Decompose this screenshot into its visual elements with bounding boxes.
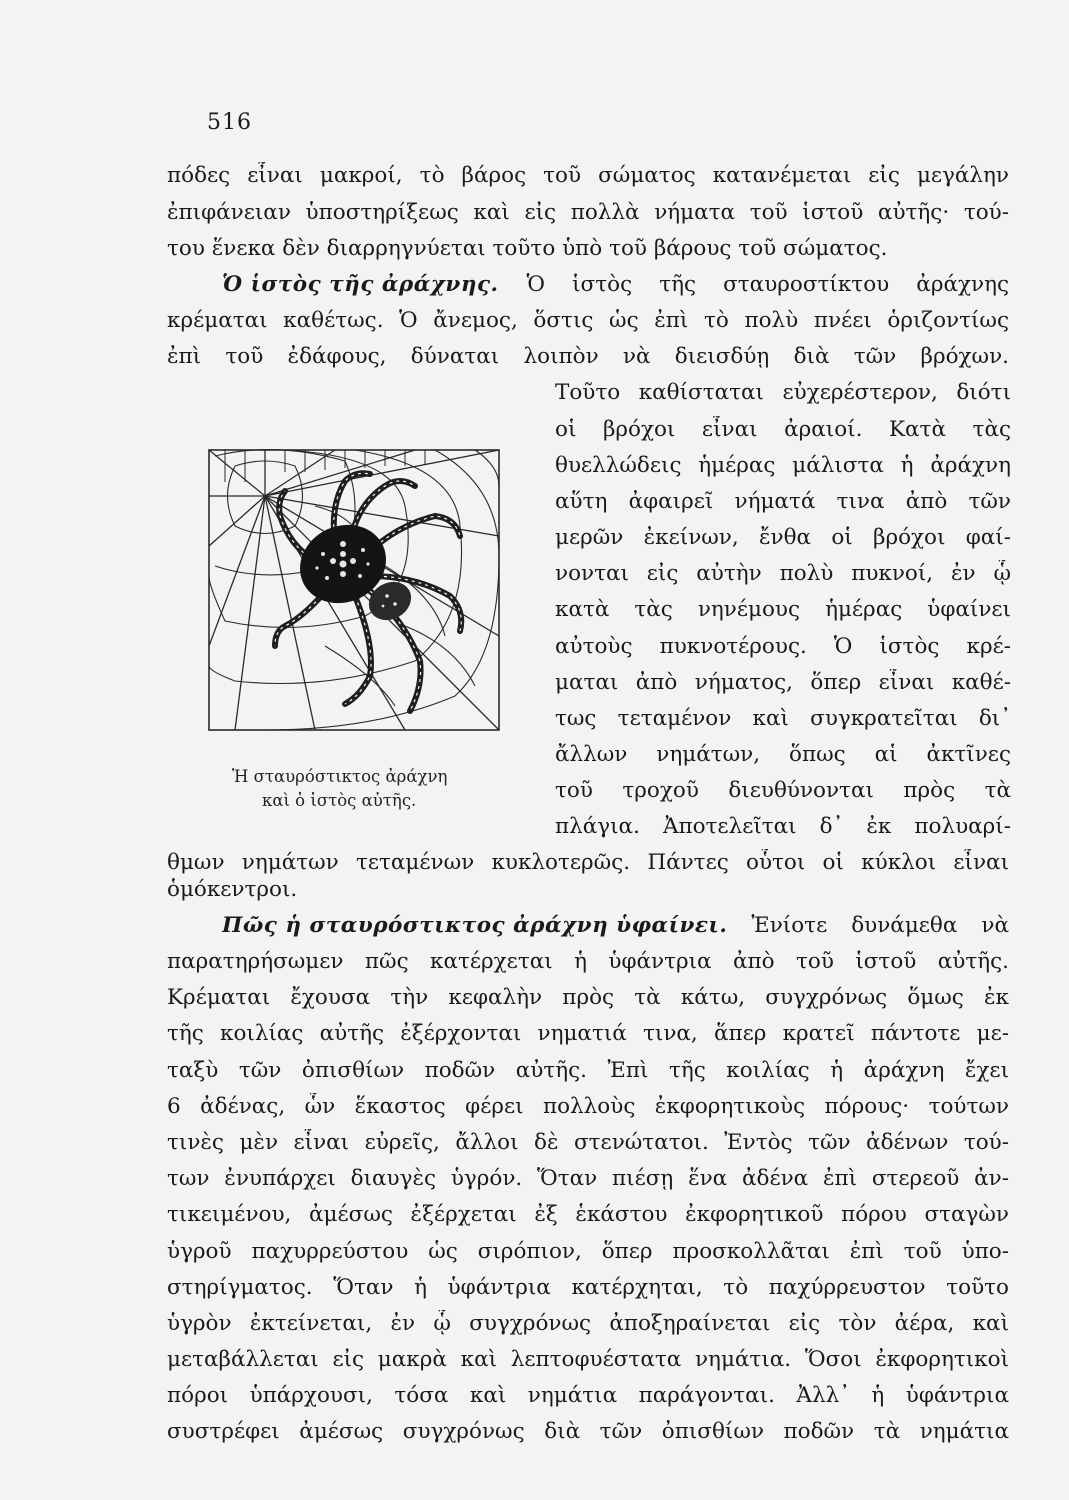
figure-caption-line: Ἡ σταυρόστικτος ἀράχνη xyxy=(232,767,448,786)
text-line: 6 ἀδένας, ὧν ἕκαστος φέρει πολλοὺς ἐκφορητικοὺς πόρους· τούτων xyxy=(167,1094,1009,1119)
text-line: ἐπὶ τοῦ ἐδάφους, δύναται λοιπὸν νὰ διεισδύῃ διὰ τῶν βρόχων. xyxy=(167,344,1009,369)
text-line: πόροι ὑπάρχουσι, τόσα καὶ νημάτια παράγονται. Ἀλλ᾽ ἡ ὑφάντρια xyxy=(167,1383,1009,1408)
text-line: θμων νημάτων τεταμένων κυκλοτερῶς. Πάντες οὗτοι οἱ κύκλοι εἶναι xyxy=(167,850,1009,875)
section-heading: Πῶς ἡ σταυρόστικτος ἀράχνη ὑφαίνει. xyxy=(222,913,728,938)
text-line: μεταβάλλεται εἰς μακρὰ καὶ λεπτοφυέστατα νημάτια. Ὅσοι ἐκφορητικοὶ xyxy=(167,1347,1009,1372)
text-line: αὐτοὺς πυκνοτέρους. Ὁ ἱστὸς κρέ- xyxy=(555,634,1011,659)
text-line: τως τεταμένον καὶ συγκρατεῖται δι᾽ xyxy=(555,706,1011,731)
text-line: ἄλλων νημάτων, ὅπως αἱ ἀκτῖνες xyxy=(555,742,1011,767)
figure-caption-line: καὶ ὁ ἱστὸς αὐτῆς. xyxy=(262,791,417,810)
text-line: οἱ βρόχοι εἶναι ἀραιοί. Κατὰ τὰς xyxy=(555,417,1011,442)
text-line: παρατηρήσωμεν πῶς κατέρχεται ἡ ὑφάντρια ἀπὸ τοῦ ἱστοῦ αὐτῆς. xyxy=(167,949,1009,974)
text-line: στηρίγματος. Ὅταν ἡ ὑφάντρια κατέρχηται, τὸ παχύρρευστον τοῦτο xyxy=(167,1275,1009,1300)
text-line: των ἐνυπάρχει διαυγὲς ὑγρόν. Ὅταν πιέσῃ ἕνα ἀδένα ἐπὶ στερεοῦ ἀν- xyxy=(167,1166,1009,1191)
section-heading-line xyxy=(222,912,1009,940)
text-line: πλάγια. Ἀποτελεῖται δ᾽ ἐκ πολυαρί- xyxy=(555,814,1011,839)
text-line: ἐπιφάνειαν ὑποστηρίξεως καὶ εἰς πολλὰ νήματα τοῦ ἱστοῦ αὐτῆς· τού- xyxy=(167,200,1009,225)
text-fragment: Ὁ ἱστὸς τῆς σταυροστίκτου ἀράχνης xyxy=(526,272,1009,297)
text-line: Κρέμαται ἔχουσα τὴν κεφαλὴν πρὸς τὰ κάτω, συγχρόνως ὅμως ἐκ xyxy=(167,985,1009,1010)
text-line: του ἕνεκα δὲν διαρρηγνύεται τοῦτο ὑπὸ τοῦ βάρους τοῦ σώματος. xyxy=(167,236,888,261)
text-line: Τοῦτο καθίσταται εὐχερέστερον, διότι xyxy=(555,380,1011,405)
text-line: τῆς κοιλίας αὐτῆς ἐξέρχονται νηματιά τινα, ἅπερ κρατεῖ πάντοτε με- xyxy=(167,1021,1009,1046)
section-heading: Ὁ ἱστὸς τῆς ἀράχνης. xyxy=(222,272,499,297)
text-line: μαται ἀπὸ νήματος, ὅπερ εἶναι καθέ- xyxy=(555,670,1011,695)
page-number: 516 xyxy=(207,110,252,135)
text-line: τινὲς μὲν εἶναι εὐρεῖς, ἄλλοι δὲ στενώτατοι. Ἐντὸς τῶν ἀδένων τού- xyxy=(167,1130,1009,1155)
text-line: κατὰ τὰς νηνέμους ἡμέρας ὑφαίνει xyxy=(555,597,1011,622)
spider-web-illustration xyxy=(205,446,503,734)
text-fragment: Ἐνίοτε δυνάμεθα νὰ xyxy=(751,913,1009,938)
text-line: κρέμαται καθέτως. Ὁ ἄνεμος, ὅστις ὡς ἐπὶ τὸ πολὺ πνέει ὁριζοντίως xyxy=(167,308,1009,333)
text-line: ὑγροῦ παχυρρεύστου ὡς σιρόπιον, ὅπερ προσκολλᾶται ἐπὶ τοῦ ὑπο- xyxy=(167,1239,1009,1264)
text-line: τοῦ τροχοῦ διευθύνονται πρὸς τὰ xyxy=(555,778,1011,803)
text-line: μερῶν ἐκείνων, ἔνθα οἱ βρόχοι φαί- xyxy=(555,525,1011,550)
text-line: νονται εἰς αὐτὴν πολὺ πυκνοί, ἐν ᾧ xyxy=(555,561,1011,586)
text-line: ὁμόκεντροι. xyxy=(167,877,298,902)
text-line: αὕτη ἀφαιρεῖ νήματά τινα ἀπὸ τῶν xyxy=(555,489,1011,514)
text-line: συστρέφει ἀμέσως συγχρόνως διὰ τῶν ὀπισθίων ποδῶν τὰ νημάτια xyxy=(167,1419,1009,1444)
text-line: τικειμένου, ἀμέσως ἐξέρχεται ἐξ ἑκάστου ἐκφορητικοῦ πόρου σταγὼν xyxy=(167,1202,1009,1227)
text-line: πόδες εἶναι μακροί, τὸ βάρος τοῦ σώματος κατανέμεται εἰς μεγάλην xyxy=(167,163,1009,188)
text-line: ὑγρὸν ἐκτείνεται, ἐν ᾧ συγχρόνως ἀποξηραίνεται εἰς τὸν ἀέρα, καὶ xyxy=(167,1311,1009,1336)
section-heading-line xyxy=(222,271,1009,299)
text-line: ταξὺ τῶν ὀπισθίων ποδῶν αὐτῆς. Ἐπὶ τῆς κοιλίας ἡ ἀράχνη ἔχει xyxy=(167,1058,1009,1083)
text-line: θυελλώδεις ἡμέρας μάλιστα ἡ ἀράχνη xyxy=(555,453,1011,478)
